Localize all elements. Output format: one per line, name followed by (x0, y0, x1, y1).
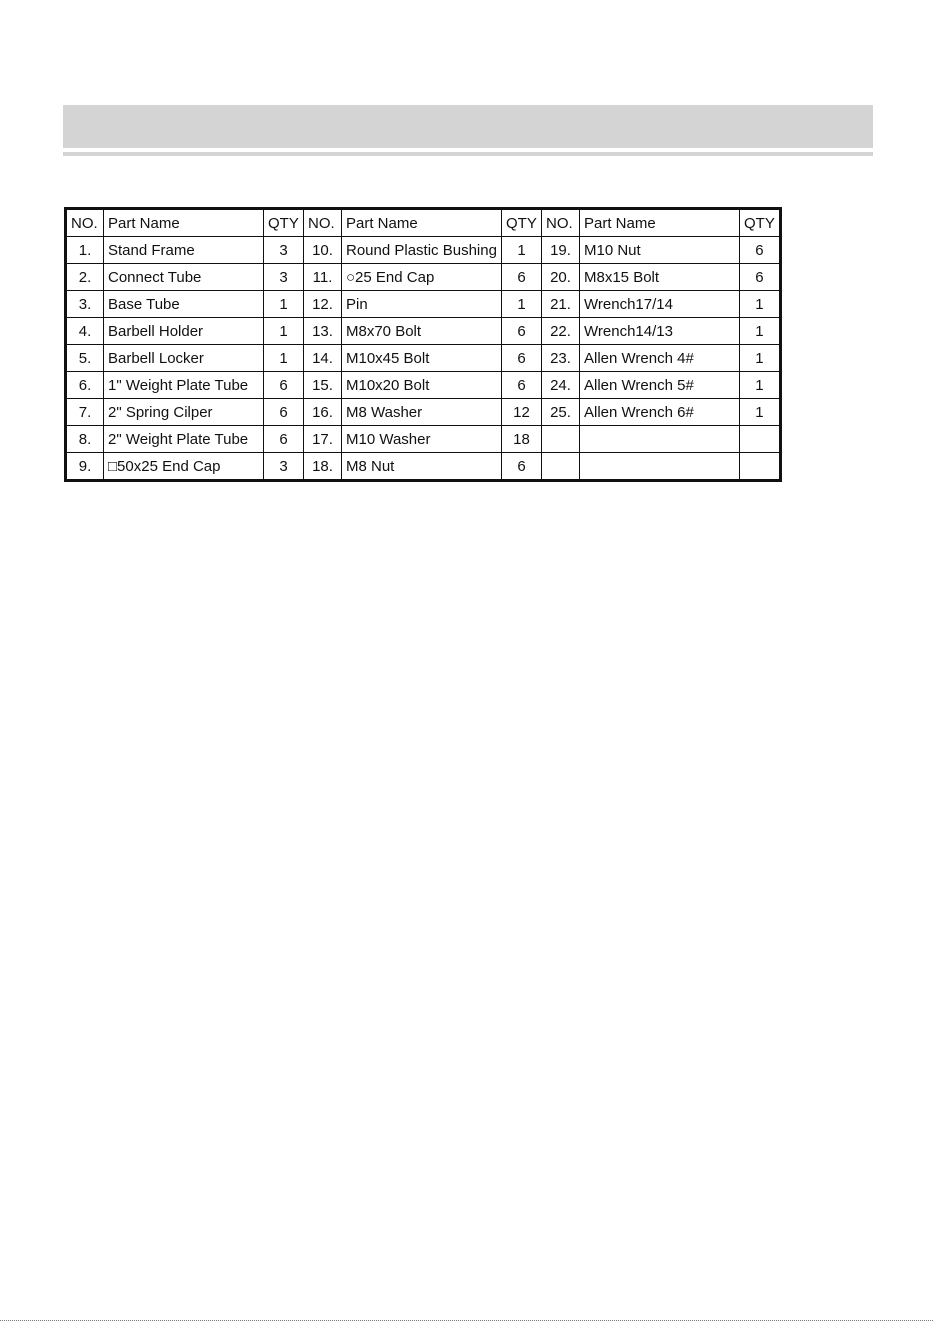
cell-qty: 3 (264, 453, 304, 481)
table-row (66, 426, 781, 453)
cell-qty: 1 (264, 345, 304, 372)
cell-qty: 1 (740, 372, 781, 399)
section-header-band (63, 105, 873, 148)
cell-part-name: Wrench17/14 (580, 291, 740, 318)
cell-no: 1. (66, 237, 104, 264)
cell-no: 10. (304, 237, 342, 264)
table-row (66, 453, 781, 481)
cell-qty (740, 426, 781, 453)
header-no: NO. (542, 209, 580, 237)
cell-no: 9. (66, 453, 104, 481)
header-qty: QTY (264, 209, 304, 237)
cell-no (542, 426, 580, 453)
cell-no: 5. (66, 345, 104, 372)
table-row (66, 237, 781, 264)
cell-qty: 1 (740, 291, 781, 318)
cell-qty: 6 (264, 426, 304, 453)
cell-qty: 18 (502, 426, 542, 453)
cell-part-name: Barbell Locker (104, 345, 264, 372)
cell-qty: 1 (740, 345, 781, 372)
cell-no: 16. (304, 399, 342, 426)
cell-qty: 1 (264, 291, 304, 318)
table-row (66, 291, 781, 318)
cell-part-name: □50x25 End Cap (104, 453, 264, 481)
cell-no: 4. (66, 318, 104, 345)
cell-no: 24. (542, 372, 580, 399)
table-row (66, 318, 781, 345)
table-row (66, 372, 781, 399)
header-part-name: Part Name (342, 209, 502, 237)
cell-part-name (580, 426, 740, 453)
cell-part-name: M8x70 Bolt (342, 318, 502, 345)
cell-no: 15. (304, 372, 342, 399)
cell-part-name: Pin (342, 291, 502, 318)
page-bottom-rule (0, 1320, 933, 1321)
cell-qty: 3 (264, 237, 304, 264)
cell-no: 23. (542, 345, 580, 372)
cell-no: 7. (66, 399, 104, 426)
cell-no: 25. (542, 399, 580, 426)
cell-qty: 1 (740, 318, 781, 345)
cell-no: 11. (304, 264, 342, 291)
cell-no: 21. (542, 291, 580, 318)
cell-part-name: M10 Nut (580, 237, 740, 264)
cell-qty: 6 (502, 372, 542, 399)
cell-part-name: Wrench14/13 (580, 318, 740, 345)
cell-qty: 6 (740, 237, 781, 264)
cell-part-name: M10x20 Bolt (342, 372, 502, 399)
cell-qty (740, 453, 781, 481)
cell-part-name: M10x45 Bolt (342, 345, 502, 372)
cell-no: 14. (304, 345, 342, 372)
cell-qty: 12 (502, 399, 542, 426)
header-qty: QTY (502, 209, 542, 237)
table-row (66, 399, 781, 426)
header-part-name: Part Name (580, 209, 740, 237)
table-row (66, 264, 781, 291)
cell-part-name: M8 Washer (342, 399, 502, 426)
cell-part-name: M10 Washer (342, 426, 502, 453)
header-part-name: Part Name (104, 209, 264, 237)
cell-qty: 6 (264, 372, 304, 399)
cell-part-name: Allen Wrench 6# (580, 399, 740, 426)
cell-qty: 3 (264, 264, 304, 291)
cell-qty: 1 (502, 291, 542, 318)
cell-qty: 6 (740, 264, 781, 291)
cell-part-name: Base Tube (104, 291, 264, 318)
cell-no: 8. (66, 426, 104, 453)
cell-qty: 6 (502, 345, 542, 372)
cell-qty: 1 (740, 399, 781, 426)
header-qty: QTY (740, 209, 781, 237)
cell-part-name: Stand Frame (104, 237, 264, 264)
cell-part-name: M8 Nut (342, 453, 502, 481)
cell-qty: 6 (502, 264, 542, 291)
cell-no: 6. (66, 372, 104, 399)
header-no: NO. (304, 209, 342, 237)
cell-no: 2. (66, 264, 104, 291)
cell-part-name: 2" Weight Plate Tube (104, 426, 264, 453)
cell-part-name: 2" Spring Cilper (104, 399, 264, 426)
cell-part-name: Round Plastic Bushing (342, 237, 502, 264)
cell-no: 3. (66, 291, 104, 318)
cell-part-name (580, 453, 740, 481)
cell-no: 13. (304, 318, 342, 345)
cell-no (542, 453, 580, 481)
cell-no: 22. (542, 318, 580, 345)
cell-qty: 1 (264, 318, 304, 345)
cell-part-name: Allen Wrench 5# (580, 372, 740, 399)
cell-part-name: Barbell Holder (104, 318, 264, 345)
cell-part-name: ○25 End Cap (342, 264, 502, 291)
table-header-row (66, 209, 781, 237)
cell-no: 19. (542, 237, 580, 264)
cell-part-name: 1" Weight Plate Tube (104, 372, 264, 399)
section-header-rule (63, 152, 873, 156)
table-row (66, 345, 781, 372)
cell-part-name: Connect Tube (104, 264, 264, 291)
cell-part-name: M8x15 Bolt (580, 264, 740, 291)
parts-list-table (64, 207, 782, 482)
cell-no: 12. (304, 291, 342, 318)
cell-no: 17. (304, 426, 342, 453)
cell-qty: 6 (502, 318, 542, 345)
header-no: NO. (66, 209, 104, 237)
cell-qty: 6 (502, 453, 542, 481)
cell-part-name: Allen Wrench 4# (580, 345, 740, 372)
cell-no: 18. (304, 453, 342, 481)
cell-qty: 6 (264, 399, 304, 426)
cell-qty: 1 (502, 237, 542, 264)
cell-no: 20. (542, 264, 580, 291)
